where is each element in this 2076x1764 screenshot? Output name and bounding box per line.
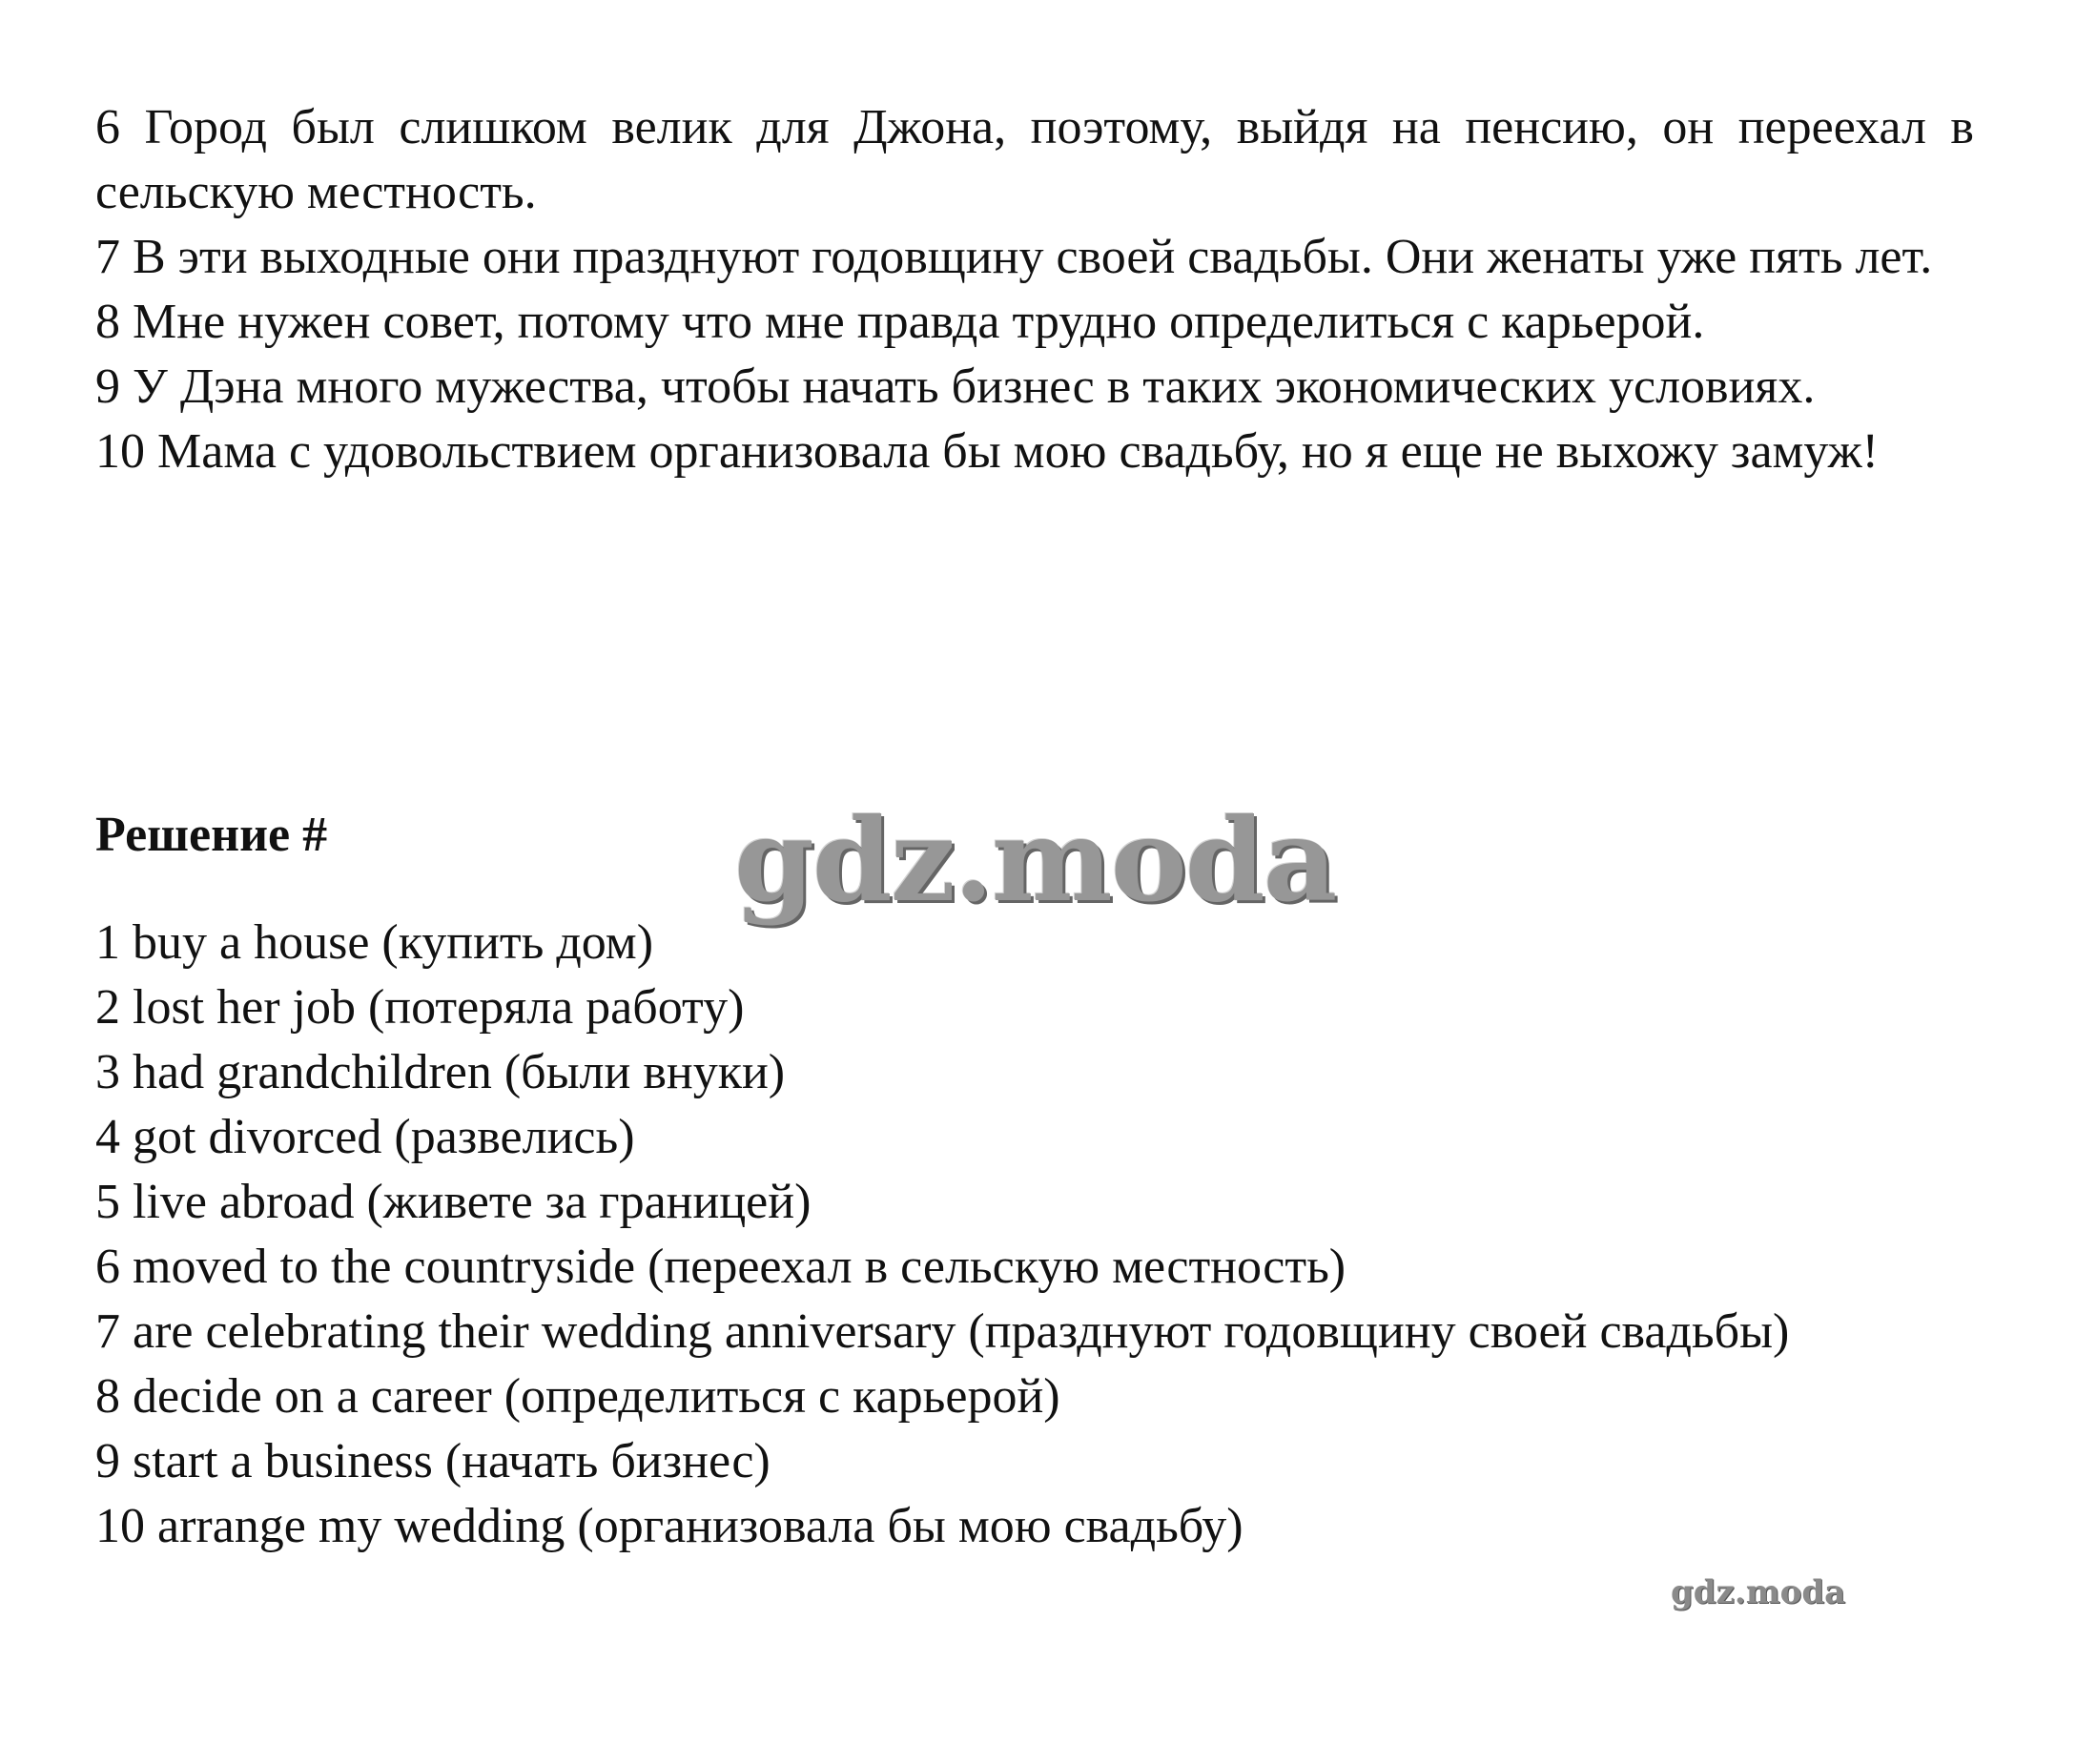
paragraph-10: 10 Мама с удовольствием организовала бы мою свадьбу, но я еще не выхожу замуж! — [95, 424, 1879, 479]
answer-item-3: 3 had grandchildren (были внуки) — [95, 1045, 786, 1099]
answers-list — [95, 911, 1974, 1559]
watermark-logo-small: gdz.moda — [1671, 1573, 1846, 1611]
answer-item-1: 1 buy a house (купить дом) — [95, 915, 654, 970]
answer-item-4: 4 got divorced (развелись) — [95, 1110, 635, 1164]
answer-item-5: 5 live abroad (живете за границей) — [95, 1175, 812, 1229]
paragraph-8: 8 Мне нужен совет, потому что мне правда трудно определиться с карьерой. — [95, 295, 1705, 349]
answer-item-7: 7 are celebrating their wedding anniversary (празднуют годовщину своей свадьбы) — [95, 1304, 1790, 1359]
answer-item-8: 8 decide on a career (определиться с карьерой) — [95, 1369, 1060, 1424]
paragraph-7: 7 В эти выходные они празднуют годовщину своей свадьбы. Они женаты уже пять лет. — [95, 230, 1933, 284]
solution-title: Решение # — [95, 808, 328, 862]
task-text — [95, 95, 1974, 484]
answer-item-2: 2 lost her job (потеряла работу) — [95, 980, 745, 1035]
paragraph-6: 6 Город был слишком велик для Джона, поэтому, выйдя на пенсию, он переехал в сельскую местность. — [95, 100, 1974, 219]
paragraph-9: 9 У Дэна много мужества, чтобы начать бизнес в таких экономических условиях. — [95, 359, 1816, 414]
answer-item-9: 9 start a business (начать бизнес) — [95, 1434, 771, 1488]
answer-item-10: 10 arrange my wedding (организовала бы мою свадьбу) — [95, 1499, 1244, 1553]
answer-item-6: 6 moved to the countryside (переехал в сельскую местность) — [95, 1240, 1346, 1294]
watermark-logo-large: gdz.moda — [734, 793, 1336, 928]
